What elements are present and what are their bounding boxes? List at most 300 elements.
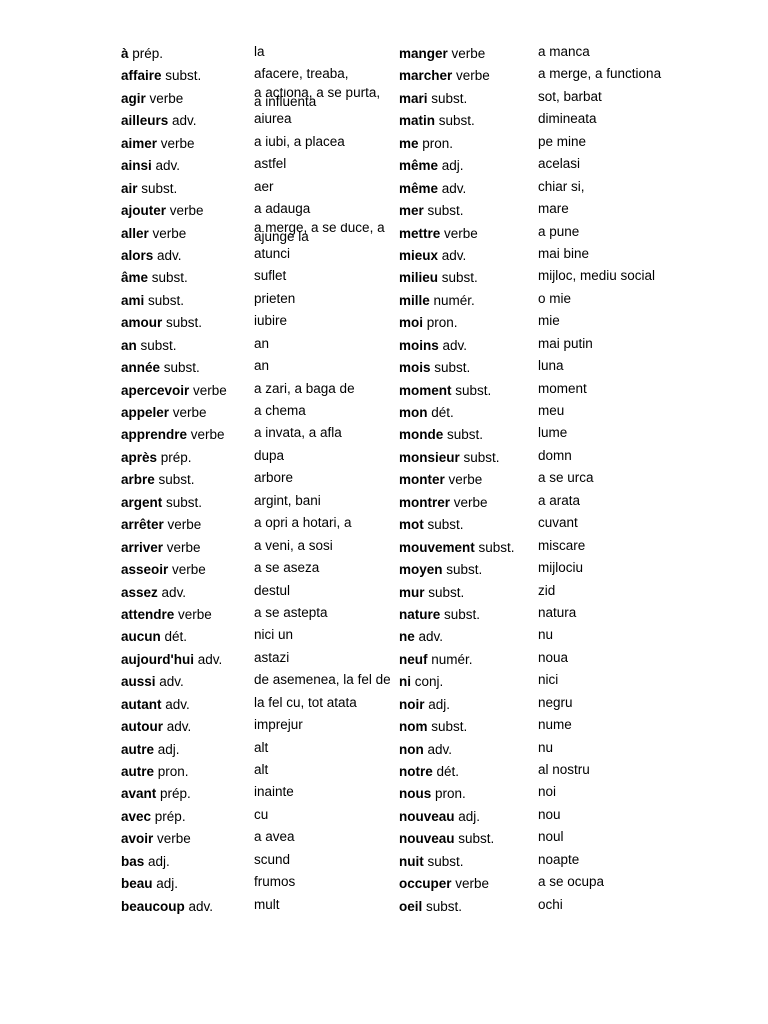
headword: arbre xyxy=(121,472,155,488)
part-of-speech: adv. xyxy=(155,674,184,690)
entry-headword-row xyxy=(121,446,251,468)
entry-translation-row xyxy=(538,693,678,715)
entry-translation-row xyxy=(254,446,394,468)
translation: a se urca xyxy=(538,470,594,486)
entry-translation-row xyxy=(254,109,394,131)
entry-translation-row xyxy=(254,827,394,849)
translation: aer xyxy=(254,178,274,194)
part-of-speech: verbe xyxy=(187,427,225,443)
part-of-speech: adv. xyxy=(163,719,192,735)
part-of-speech: verbe xyxy=(145,90,184,106)
entry-translation-row xyxy=(254,311,394,333)
headword: moi xyxy=(399,315,424,331)
part-of-speech: adv. xyxy=(438,180,467,196)
part-of-speech: subst. xyxy=(137,180,178,196)
headword: manger xyxy=(399,46,448,61)
translation: an xyxy=(254,358,270,374)
translation: pe mine xyxy=(538,133,587,149)
headword: mari xyxy=(399,90,428,106)
headword: nouveau xyxy=(399,808,455,824)
entry-translation-row xyxy=(538,222,678,244)
headword: montrer xyxy=(399,494,451,510)
entry-translation-row xyxy=(538,446,678,468)
entry-headword-row xyxy=(399,266,535,288)
entry-headword-row xyxy=(399,872,535,894)
part-of-speech: subst. xyxy=(451,382,492,398)
entry-translation-row xyxy=(538,670,678,692)
headword: monsieur xyxy=(399,449,460,465)
entry-translation-row xyxy=(538,715,678,737)
translation: natura xyxy=(538,604,577,620)
entry-translation-row xyxy=(254,132,394,154)
entry-translation-row xyxy=(538,468,678,490)
part-of-speech: subst. xyxy=(162,494,203,510)
translation: la xyxy=(254,44,265,59)
entry-headword-row xyxy=(399,536,535,558)
entry-headword-row xyxy=(399,42,535,64)
headword: autour xyxy=(121,719,163,735)
headword: aller xyxy=(121,225,149,241)
entry-translation-row xyxy=(254,289,394,311)
translation: a se astepta xyxy=(254,604,328,620)
part-of-speech: subst. xyxy=(423,853,464,869)
entry-translation-row xyxy=(254,603,394,625)
headword: affaire xyxy=(121,68,162,84)
entry-headword-row xyxy=(121,536,251,558)
entry-translation-row xyxy=(538,42,678,64)
entry-headword-row xyxy=(121,603,251,625)
entry-headword-row xyxy=(121,177,251,199)
part-of-speech: subst. xyxy=(435,113,475,129)
entry-translation-row xyxy=(538,805,678,827)
entry-translation-row xyxy=(254,154,394,176)
part-of-speech: verbe xyxy=(166,203,204,219)
translation: sot, barbat xyxy=(538,88,602,104)
entry-headword-row xyxy=(121,738,251,760)
entry-translation-row xyxy=(538,109,678,131)
entry-headword-row xyxy=(399,715,535,737)
part-of-speech: subst. xyxy=(160,360,200,376)
translation: noi xyxy=(538,784,557,800)
entry-translation-row xyxy=(538,760,678,782)
translation: suflet xyxy=(254,268,287,284)
entry-headword-row xyxy=(121,109,251,131)
translation: mijloc, mediu social xyxy=(538,268,656,284)
headword: mieux xyxy=(399,247,439,263)
right-words-column xyxy=(399,42,535,917)
headword: monter xyxy=(399,472,445,488)
headword: bas xyxy=(121,853,145,869)
headword: âme xyxy=(121,270,149,286)
headword: beaucoup xyxy=(121,898,185,914)
headword: mille xyxy=(399,292,430,308)
translation: a actiona, a se purta, a influenta xyxy=(254,87,381,109)
translation: destul xyxy=(254,582,291,598)
headword: marcher xyxy=(399,68,453,84)
part-of-speech: verbe xyxy=(440,225,478,241)
part-of-speech: subst. xyxy=(459,449,500,465)
part-of-speech: subst. xyxy=(154,472,195,488)
part-of-speech: subst. xyxy=(427,719,468,735)
headword: aucun xyxy=(121,629,161,645)
entry-headword-row xyxy=(399,558,535,580)
entry-translation-row xyxy=(254,244,394,266)
headword: matin xyxy=(399,113,436,129)
translation: a manca xyxy=(538,44,590,59)
entry-translation-row xyxy=(538,177,678,199)
part-of-speech: numér. xyxy=(429,292,475,308)
entry-translation-row xyxy=(538,154,678,176)
entry-headword-row xyxy=(399,581,535,603)
entry-headword-row xyxy=(121,64,251,86)
part-of-speech: subst. xyxy=(454,831,495,847)
entry-headword-row xyxy=(121,670,251,692)
part-of-speech: dét. xyxy=(160,629,188,645)
part-of-speech: adv. xyxy=(157,584,187,600)
entry-headword-row xyxy=(399,760,535,782)
part-of-speech: adv. xyxy=(153,247,182,263)
part-of-speech: adj. xyxy=(144,853,170,869)
part-of-speech: verbe xyxy=(450,494,488,510)
entry-translation-row xyxy=(538,648,678,670)
entry-translation-row xyxy=(538,311,678,333)
headword: argent xyxy=(121,494,163,510)
headword: ainsi xyxy=(121,158,152,174)
entry-translation-row xyxy=(538,334,678,356)
headword: avant xyxy=(121,786,157,802)
headword: arriver xyxy=(121,539,164,555)
left-words-column xyxy=(121,42,251,917)
headword: mois xyxy=(399,360,431,376)
part-of-speech: subst. xyxy=(440,606,481,622)
entry-headword-row xyxy=(121,356,251,378)
entry-translation-row xyxy=(254,379,394,401)
entry-headword-row xyxy=(399,670,535,692)
headword: nous xyxy=(399,786,432,802)
translation: luna xyxy=(538,358,564,374)
entry-translation-row xyxy=(254,64,394,86)
headword: alors xyxy=(121,247,154,263)
entry-headword-row xyxy=(121,87,251,109)
headword: mettre xyxy=(399,225,441,241)
translation: a se aseza xyxy=(254,560,320,576)
part-of-speech: verbe xyxy=(163,539,201,555)
entry-headword-row xyxy=(121,693,251,715)
entry-headword-row xyxy=(399,177,535,199)
entry-translation-row xyxy=(538,738,678,760)
translation: a zari, a baga de xyxy=(254,380,355,396)
entry-headword-row xyxy=(121,42,251,64)
part-of-speech: adj. xyxy=(438,158,464,174)
entry-translation-row xyxy=(538,244,678,266)
headword: avoir xyxy=(121,831,154,847)
entry-headword-row xyxy=(121,132,251,154)
entry-translation-row xyxy=(254,401,394,423)
part-of-speech: verbe xyxy=(148,225,187,241)
entry-translation-row xyxy=(254,513,394,535)
entry-headword-row xyxy=(399,109,535,131)
headword: ami xyxy=(121,292,145,308)
part-of-speech: adj. xyxy=(152,876,179,892)
entry-translation-row xyxy=(538,64,678,86)
headword: non xyxy=(399,741,424,757)
entry-translation-row xyxy=(538,895,678,917)
translation: a se ocupa xyxy=(538,874,605,890)
entry-headword-row xyxy=(121,782,251,804)
part-of-speech: pron. xyxy=(423,315,458,331)
entry-headword-row xyxy=(121,423,251,445)
headword: ajouter xyxy=(121,203,167,219)
translation: dimineata xyxy=(538,111,597,127)
translation: astfel xyxy=(254,156,287,172)
part-of-speech: subst. xyxy=(422,898,463,914)
entry-headword-row xyxy=(121,850,251,872)
translation: nu xyxy=(538,739,554,755)
entry-translation-row xyxy=(254,625,394,647)
entry-headword-row xyxy=(121,558,251,580)
translation: de asemenea, la fel de xyxy=(254,672,391,688)
translation: o mie xyxy=(538,290,572,306)
entry-translation-row xyxy=(254,738,394,760)
headword: moyen xyxy=(399,562,443,578)
part-of-speech: adv. xyxy=(184,898,214,914)
entry-translation-row xyxy=(538,87,678,109)
headword: autant xyxy=(121,696,162,712)
translation: inainte xyxy=(254,784,294,800)
entry-translation-row xyxy=(254,693,394,715)
entry-translation-row xyxy=(254,87,394,109)
headword: mot xyxy=(399,517,424,533)
entry-translation-row xyxy=(254,581,394,603)
entry-translation-row xyxy=(254,468,394,490)
entry-translation-row xyxy=(254,648,394,670)
entry-translation-row xyxy=(254,872,394,894)
entry-headword-row xyxy=(399,446,535,468)
entry-headword-row xyxy=(399,244,535,266)
part-of-speech: pron. xyxy=(431,786,466,802)
translation: a arata xyxy=(538,492,581,508)
translation: nou xyxy=(538,806,561,822)
translation: nici xyxy=(538,672,559,688)
headword: même xyxy=(399,158,439,174)
right-translations-column xyxy=(538,42,678,917)
translation: nume xyxy=(538,717,572,733)
headword: nature xyxy=(399,606,441,622)
part-of-speech: adv. xyxy=(414,629,444,645)
entry-translation-row xyxy=(254,423,394,445)
part-of-speech: verbe xyxy=(169,405,207,420)
entry-headword-row xyxy=(399,603,535,625)
translation: a veni, a sosi xyxy=(254,537,333,553)
entry-translation-row xyxy=(538,423,678,445)
part-of-speech: prép. xyxy=(157,449,192,465)
entry-translation-row xyxy=(254,491,394,513)
part-of-speech: pron. xyxy=(418,135,454,151)
translation: zid xyxy=(538,582,556,598)
part-of-speech: subst. xyxy=(423,203,464,219)
entry-headword-row xyxy=(121,222,251,244)
entry-translation-row xyxy=(254,222,394,244)
entry-translation-row xyxy=(538,132,678,154)
headword: milieu xyxy=(399,270,439,286)
headword: mouvement xyxy=(399,539,475,555)
headword: neuf xyxy=(399,651,428,667)
translation: negru xyxy=(538,694,573,710)
headword: beau xyxy=(121,876,153,892)
entry-translation-row xyxy=(254,782,394,804)
part-of-speech: dét. xyxy=(432,764,460,779)
part-of-speech: verbe xyxy=(444,472,483,488)
part-of-speech: subst. xyxy=(136,337,177,353)
translation: mare xyxy=(538,201,569,217)
part-of-speech: verbe xyxy=(163,517,202,533)
part-of-speech: verbe xyxy=(447,46,486,61)
part-of-speech: pron. xyxy=(154,764,189,779)
translation: mai bine xyxy=(538,245,590,261)
translation: a opri a hotari, a xyxy=(254,515,352,531)
entry-headword-row xyxy=(121,379,251,401)
entry-translation-row xyxy=(538,581,678,603)
part-of-speech: verbe xyxy=(452,68,490,84)
headword: mon xyxy=(399,405,428,420)
entry-translation-row xyxy=(254,715,394,737)
headword: occuper xyxy=(399,876,452,892)
entry-headword-row xyxy=(399,334,535,356)
part-of-speech: adv. xyxy=(423,741,453,757)
part-of-speech: adv. xyxy=(193,651,223,667)
translation: a adauga xyxy=(254,201,311,217)
translation: prieten xyxy=(254,290,296,306)
entry-headword-row xyxy=(121,715,251,737)
translation: astazi xyxy=(254,649,290,665)
entry-headword-row xyxy=(121,401,251,423)
entry-translation-row xyxy=(538,872,678,894)
translation: nici un xyxy=(254,627,294,643)
entry-translation-row xyxy=(538,356,678,378)
headword: me xyxy=(399,135,419,151)
entry-translation-row xyxy=(254,536,394,558)
part-of-speech: subst. xyxy=(423,517,464,533)
entry-headword-row xyxy=(121,289,251,311)
entry-translation-row xyxy=(538,625,678,647)
entry-headword-row xyxy=(399,154,535,176)
headword: ni xyxy=(399,674,411,690)
part-of-speech: subst. xyxy=(424,584,465,600)
part-of-speech: verbe xyxy=(157,135,195,151)
part-of-speech: prép. xyxy=(128,46,164,61)
part-of-speech: subst. xyxy=(162,315,203,331)
entry-headword-row xyxy=(121,154,251,176)
part-of-speech: adv. xyxy=(438,337,468,353)
translation: ochi xyxy=(538,896,563,912)
entry-translation-row xyxy=(254,266,394,288)
part-of-speech: dét. xyxy=(427,405,454,420)
part-of-speech: verbe xyxy=(153,831,191,847)
entry-translation-row xyxy=(254,199,394,221)
part-of-speech: verbe xyxy=(174,606,212,622)
headword: nouveau xyxy=(399,831,455,847)
headword: autre xyxy=(121,741,155,757)
entry-headword-row xyxy=(121,244,251,266)
part-of-speech: adj. xyxy=(424,696,451,712)
headword: à xyxy=(121,46,129,61)
translation: noua xyxy=(538,649,569,665)
headword: moment xyxy=(399,382,452,398)
entry-headword-row xyxy=(399,289,535,311)
entry-translation-row xyxy=(254,42,394,64)
headword: arrêter xyxy=(121,517,164,533)
part-of-speech: subst. xyxy=(144,292,185,308)
translation: a invata, a afla xyxy=(254,425,342,441)
entry-headword-row xyxy=(121,760,251,782)
translation: noapte xyxy=(538,851,580,867)
translation: miscare xyxy=(538,537,586,553)
entry-headword-row xyxy=(121,872,251,894)
headword: mer xyxy=(399,203,424,219)
entry-translation-row xyxy=(538,603,678,625)
translation: aiurea xyxy=(254,111,292,127)
translation: mult xyxy=(254,896,280,912)
translation: mijlociu xyxy=(538,560,584,576)
left-translations-column xyxy=(254,42,394,917)
translation: meu xyxy=(538,403,565,418)
entry-translation-row xyxy=(254,805,394,827)
translation: alt xyxy=(254,762,269,777)
headword: an xyxy=(121,337,137,353)
entry-headword-row xyxy=(121,648,251,670)
headword: aujourd'hui xyxy=(121,651,194,667)
headword: appeler xyxy=(121,405,170,420)
headword: année xyxy=(121,360,161,376)
entry-headword-row xyxy=(121,311,251,333)
translation: a avea xyxy=(254,829,295,845)
translation: al nostru xyxy=(538,762,590,777)
translation: chiar si, xyxy=(538,178,585,194)
part-of-speech: adv. xyxy=(438,247,467,263)
entry-headword-row xyxy=(399,468,535,490)
translation: mai putin xyxy=(538,335,593,351)
part-of-speech: subst. xyxy=(430,360,471,376)
part-of-speech: subst. xyxy=(438,270,478,286)
headword: après xyxy=(121,449,158,465)
entry-headword-row xyxy=(399,222,535,244)
headword: nuit xyxy=(399,853,424,869)
entry-headword-row xyxy=(121,581,251,603)
entry-translation-row xyxy=(254,670,394,692)
entry-headword-row xyxy=(399,625,535,647)
entry-headword-row xyxy=(399,895,535,917)
translation: a merge, a se duce, a ajunge la xyxy=(254,222,385,244)
part-of-speech: subst. xyxy=(427,90,468,106)
part-of-speech: adj. xyxy=(454,808,481,824)
entry-headword-row xyxy=(399,311,535,333)
entry-translation-row xyxy=(538,513,678,535)
translation: scund xyxy=(254,851,291,867)
part-of-speech: subst. xyxy=(443,427,484,443)
entry-headword-row xyxy=(121,334,251,356)
part-of-speech: subst. xyxy=(161,68,202,84)
headword: notre xyxy=(399,764,433,779)
entry-headword-row xyxy=(399,379,535,401)
headword: amour xyxy=(121,315,163,331)
part-of-speech: prép. xyxy=(156,786,191,802)
entry-headword-row xyxy=(399,850,535,872)
entry-translation-row xyxy=(538,266,678,288)
translation: iubire xyxy=(254,313,288,329)
part-of-speech: verbe xyxy=(189,382,227,398)
translation: la fel cu, tot atata xyxy=(254,694,357,710)
headword: oeil xyxy=(399,898,423,914)
